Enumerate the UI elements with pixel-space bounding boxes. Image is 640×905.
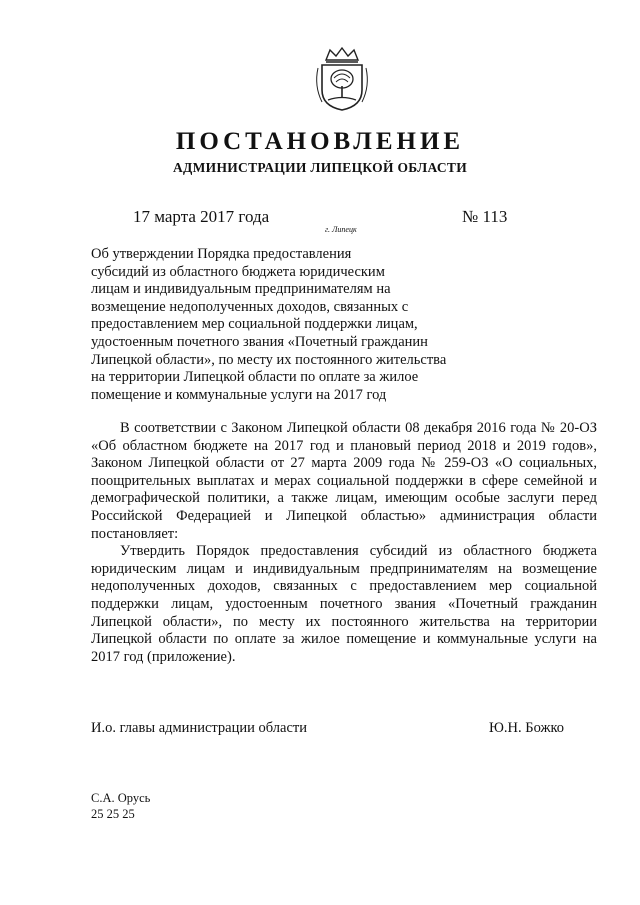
document-number: № 113	[462, 207, 508, 226]
subject-line: Липецкой области», по месту их постоянного жительства	[91, 351, 447, 368]
document-subject	[91, 246, 447, 404]
subject-line: помещение и коммунальные услуги на 2017 год	[91, 386, 387, 403]
document-city: г. Липецк	[325, 225, 357, 234]
subject-line: предоставлением мер социальной поддержки лицам,	[91, 316, 418, 333]
signatory-name: Ю.Н. Божко	[489, 720, 565, 736]
body-paragraph-preamble: В соответствии с Законом Липецкой области 08 декабря 2016 года № 20-ОЗ «Об областном бюджете на 2017 год и плановый период 2018 и 2019 годов», Законом Липецкой области от 27 марта 2009 года № 259-ОЗ «О социальных, поощрительных выплатах и мерах социальной поддержки в сфере семейной и демографической политики, а также лицам, имеющим особые заслуги перед Российской Федерацией и Липецкой областью» администрация области постановляет:	[91, 420, 597, 542]
subject-line: Об утверждении Порядка предоставления	[91, 246, 352, 262]
executor-block	[91, 790, 150, 822]
coat-of-arms-icon	[312, 46, 372, 112]
document-body	[91, 420, 597, 666]
signatory-position: И.о. главы администрации области	[91, 720, 307, 736]
subject-line: субсидий из областного бюджета юридическим	[91, 263, 385, 280]
subject-line: удостоенным почетного звания «Почетный гражданин	[91, 333, 428, 350]
executor-name: С.А. Орусь	[91, 791, 151, 805]
subject-line: на территории Липецкой области по оплате за жилое	[91, 369, 419, 386]
subject-line: возмещение недополученных доходов, связанных с	[91, 298, 409, 315]
executor-phone: 25 25 25	[91, 807, 135, 821]
document-title: ПОСТАНОВЛЕНИЕ	[175, 128, 465, 155]
issuing-authority: АДМИНИСТРАЦИИ ЛИПЕЦКОЙ ОБЛАСТИ	[172, 160, 468, 175]
body-paragraph-resolution: Утвердить Порядок предоставления субсидий из областного бюджета юридическим лицам и индивидуальным предпринимателям на возмещение недополученных доходов, связанных с предоставлением мер социальной поддержки лицам, удостоенным почетного звания «Почетный гражданин Липецкой области», по месту их постоянного жительства на территории Липецкой области по оплате за жилое помещение и коммунальные услуги на 2017 год (приложение).	[91, 543, 597, 665]
subject-line: лицам и индивидуальным предпринимателям на	[91, 281, 391, 298]
document-date: 17 марта 2017 года	[133, 207, 270, 226]
